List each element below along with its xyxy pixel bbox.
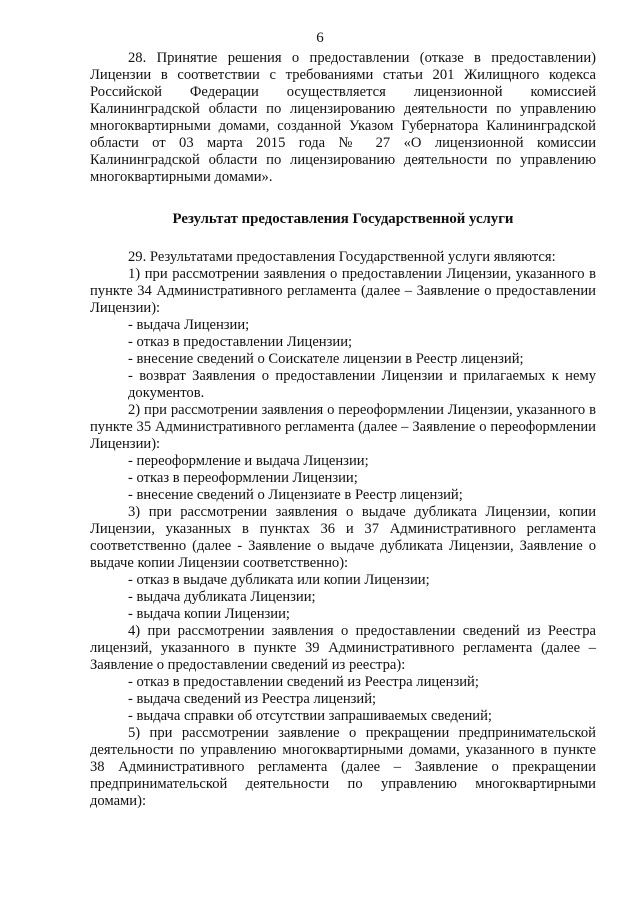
result-item-4 [90, 623, 596, 725]
result-item-text: 1) при рассмотрении заявления о предоставлении Лицензии, указанного в пункте 34 Административного регламента (далее – Заявление о предоставлении Лицензии): [90, 266, 596, 316]
bullet-line: - выдача сведений из Реестра лицензий; [128, 691, 377, 707]
result-item-text: 5) при рассмотрении заявление о прекращении предпринимательской деятельности по управлению многоквартирными домами, указанного в пункте 38 Административного регламента (далее – Заявление о прекращении предпринимательской деятельности по управлению многоквартирными домами): [90, 725, 596, 809]
bullet-line: - выдача дубликата Лицензии; [128, 589, 316, 605]
result-item-3 [90, 504, 596, 623]
bullet-line: - переоформление и выдача Лицензии; [128, 453, 369, 469]
bullet-line: - возврат Заявления о предоставлении Лицензии и прилагаемых к нему документов. [128, 368, 596, 401]
section-heading: Результат предоставления Государственной услуги [172, 211, 514, 227]
bullet-line: - внесение сведений о Соискателе лицензии в Реестр лицензий; [128, 351, 524, 367]
bullet-line: - отказ в предоставлении сведений из Реестра лицензий; [128, 674, 479, 690]
result-item-text: 2) при рассмотрении заявления о переоформлении Лицензии, указанного в пункте 35 Административного регламента (далее – Заявление о переоформлении Лицензии): [90, 402, 596, 452]
result-item-text: 3) при рассмотрении заявления о выдаче дубликата Лицензии, копии Лицензии, указанных в пунктах 36 и 37 Административного регламента соответственно (далее - Заявление о выдаче дубликата Лицензии, Заявление о выдаче копии Лицензии соответственно): [90, 504, 596, 571]
bullet-line: - выдача справки об отсутствии запрашиваемых сведений; [128, 708, 492, 724]
page-number: 6 [316, 30, 324, 46]
bullet-line: - отказ в переоформлении Лицензии; [128, 470, 358, 486]
document-body [90, 50, 596, 810]
result-item-2 [90, 402, 596, 504]
bullet-line: - отказ в предоставлении Лицензии; [128, 334, 353, 350]
bullet-line: - выдача Лицензии; [128, 317, 250, 333]
paragraph-29: 29. Результатами предоставления Государственной услуги являются: [128, 249, 556, 265]
bullet-line: - внесение сведений о Лицензиате в Реестр лицензий; [128, 487, 463, 503]
result-item-text: 4) при рассмотрении заявления о предоставлении сведений из Реестра лицензий, указанного в пункте 39 Административного регламента (далее – Заявление о предоставлении сведений из реестра): [90, 623, 596, 673]
paragraph-28: 28. Принятие решения о предоставлении (отказе в предоставлении) Лицензии в соответствии с требованиями статьи 201 Жилищного кодекса Российской Федерации осуществляется лицензионной комиссией Калининградской области по лицензированию деятельности по управлению многоквартирными домами, созданной Указом Губернатора Калининградской области от 03 марта 2015 года № 27 «О лицензионной комиссии Калининградской области по лицензированию деятельности по управлению многоквартирными домами». [90, 50, 596, 185]
bullet-line: - отказ в выдаче дубликата или копии Лицензии; [128, 572, 430, 588]
bullet-line: - выдача копии Лицензии; [128, 606, 290, 622]
result-item-1 [90, 266, 596, 402]
result-item-5 [90, 725, 596, 810]
